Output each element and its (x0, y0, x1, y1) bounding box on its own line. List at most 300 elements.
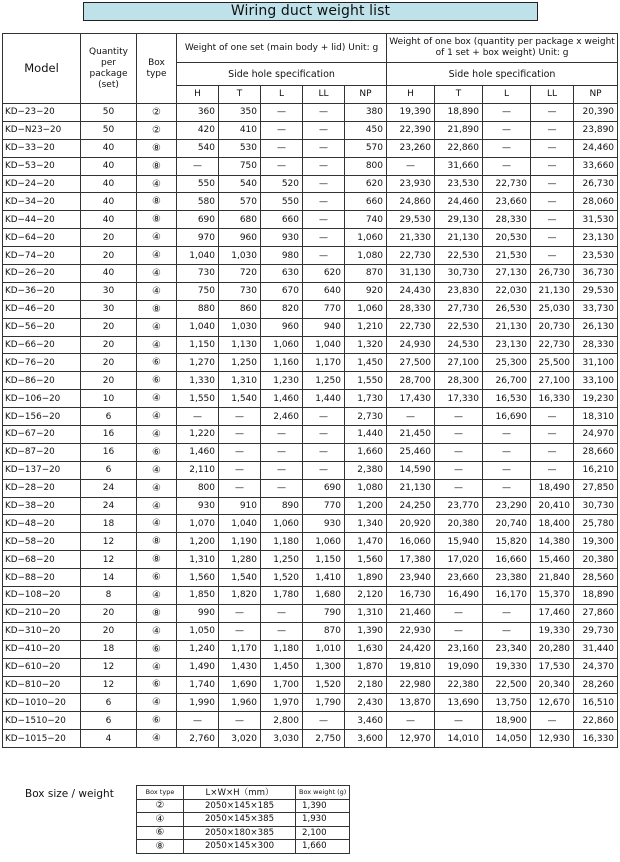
set-weight-cell: 420 (177, 121, 219, 139)
table-row (3, 730, 618, 748)
box-weight-cell: 28,330 (387, 300, 435, 318)
set-weight-cell: 870 (345, 265, 387, 283)
set-weight-cell: 1,410 (303, 569, 345, 587)
box-weight-header: Weight of one box (quantity per package x weight of 1 set + box weight) Unit: g (387, 34, 618, 63)
set-weight-cell: 1,060 (345, 300, 387, 318)
set-weight-cell: — (303, 121, 345, 139)
col-header-h: H (387, 86, 435, 104)
box-weight-cell: 23,530 (574, 247, 618, 265)
box-weight-cell: 12,970 (387, 730, 435, 748)
set-weight-cell: — (261, 157, 303, 175)
table-row (3, 622, 618, 640)
box-weight-cell: — (531, 426, 574, 444)
box-weight-cell: 24,970 (574, 426, 618, 444)
box-row (137, 813, 350, 827)
box-weight-cell: 23,290 (483, 497, 531, 515)
model-cell: KD−88−20 (3, 569, 81, 587)
model-cell: KD−46−20 (3, 300, 81, 318)
box-type-cell: ⑧ (137, 300, 177, 318)
set-weight-cell: — (261, 443, 303, 461)
set-weight-cell: 1,040 (177, 247, 219, 265)
set-weight-cell: 1,150 (303, 551, 345, 569)
set-weight-cell: 410 (219, 121, 261, 139)
set-weight-cell: — (303, 408, 345, 426)
set-weight-cell: 1,340 (345, 515, 387, 533)
set-weight-cell: — (303, 426, 345, 444)
set-weight-cell: 1,200 (345, 497, 387, 515)
set-weight-cell: 1,520 (303, 676, 345, 694)
quantity-cell: 20 (81, 229, 137, 247)
set-weight-cell: 1,010 (303, 640, 345, 658)
col-header-ll: LL (531, 86, 574, 104)
box-weight-cell: 23,380 (483, 569, 531, 587)
quantity-cell: 10 (81, 390, 137, 408)
set-weight-cell: — (303, 157, 345, 175)
set-weight-cell: 1,460 (261, 390, 303, 408)
table-row (3, 569, 618, 587)
box-weight-cell: — (435, 426, 483, 444)
set-weight-cell: 1,890 (345, 569, 387, 587)
box-weight-cell: 16,330 (574, 730, 618, 748)
quantity-cell: 30 (81, 300, 137, 318)
box-weight-cell: 26,730 (574, 175, 618, 193)
box-weight-cell: 22,980 (387, 676, 435, 694)
set-weight-cell: 1,050 (177, 622, 219, 640)
set-weight-cell: 940 (303, 318, 345, 336)
box-weight-cell: 26,700 (483, 372, 531, 390)
box-weight-cell: 21,840 (531, 569, 574, 587)
box-weight-cell: — (531, 193, 574, 211)
box-type-cell: ⑥ (137, 354, 177, 372)
table-row (3, 497, 618, 515)
set-weight-cell: 1,240 (177, 640, 219, 658)
box-weight-header: Box weight (g) (296, 786, 350, 800)
quantity-cell: 8 (81, 587, 137, 605)
box-weight-cell: 20,530 (483, 229, 531, 247)
box-weight-cell: 27,850 (574, 479, 618, 497)
box-weight-cell: 12,930 (531, 730, 574, 748)
box-row (137, 840, 350, 854)
dimensions-cell: 2050×145×185 (184, 799, 296, 813)
box-weight-cell: 26,130 (574, 318, 618, 336)
box-weight-cell: 16,060 (387, 533, 435, 551)
box-weight-cell: — (531, 104, 574, 122)
box-type-cell: ④ (137, 587, 177, 605)
set-weight-cell: 660 (345, 193, 387, 211)
box-weight-cell: 16,330 (531, 390, 574, 408)
model-cell: KD−34−20 (3, 193, 81, 211)
box-type-cell: ④ (137, 229, 177, 247)
weight-table-body (3, 104, 618, 748)
dimensions-header: L×W×H（mm） (184, 786, 296, 800)
set-weight-cell: 3,460 (345, 712, 387, 730)
model-cell: KD−156−20 (3, 408, 81, 426)
box-weight-cell: 18,400 (531, 515, 574, 533)
box-weight-cell: 23,340 (483, 640, 531, 658)
box-weight-cell: 25,500 (531, 354, 574, 372)
page-title: Wiring duct weight list (83, 2, 538, 21)
box-type-cell: ④ (137, 390, 177, 408)
box-weight-cell: — (531, 175, 574, 193)
quantity-cell: 16 (81, 443, 137, 461)
box-weight-cell: 18,890 (574, 587, 618, 605)
set-weight-cell: — (261, 479, 303, 497)
quantity-cell: 40 (81, 193, 137, 211)
model-cell: KD−86−20 (3, 372, 81, 390)
set-weight-cell: — (261, 121, 303, 139)
model-cell: KD−1010−20 (3, 694, 81, 712)
box-weight-cell: 23,890 (574, 121, 618, 139)
set-weight-cell: — (261, 104, 303, 122)
box-weight-cell: 20,340 (531, 676, 574, 694)
model-cell: KD−1510−20 (3, 712, 81, 730)
box-weight-cell: 1,390 (296, 799, 350, 813)
set-weight-cell: 1,990 (177, 694, 219, 712)
quantity-cell: 6 (81, 408, 137, 426)
box-weight-cell: 33,100 (574, 372, 618, 390)
set-weight-cell: 1,160 (261, 354, 303, 372)
set-weight-cell: 2,750 (303, 730, 345, 748)
set-weight-cell: 1,330 (177, 372, 219, 390)
set-weight-cell: 1,180 (261, 533, 303, 551)
set-weight-cell: 360 (177, 104, 219, 122)
set-weight-cell: 1,230 (261, 372, 303, 390)
table-row (3, 694, 618, 712)
box-weight-cell: 28,260 (574, 676, 618, 694)
box-weight-cell: 27,100 (531, 372, 574, 390)
box-type-cell: ④ (137, 515, 177, 533)
box-weight-cell: 23,160 (435, 640, 483, 658)
box-weight-cell: 20,380 (574, 551, 618, 569)
box-weight-cell: 17,380 (387, 551, 435, 569)
box-weight-cell: 22,500 (483, 676, 531, 694)
table-row (3, 318, 618, 336)
set-weight-cell: 670 (261, 282, 303, 300)
box-weight-cell: 19,090 (435, 658, 483, 676)
set-weight-cell: 770 (303, 300, 345, 318)
set-weight-cell: — (303, 193, 345, 211)
side-hole-spec-header: Side hole specification (387, 63, 618, 86)
box-weight-cell: 31,530 (574, 211, 618, 229)
set-weight-cell: 1,040 (303, 336, 345, 354)
box-type-cell: ④ (137, 479, 177, 497)
box-type-cell: ⑧ (137, 139, 177, 157)
table-row (3, 175, 618, 193)
box-weight-cell: 17,330 (435, 390, 483, 408)
quantity-cell: 4 (81, 730, 137, 748)
set-weight-cell: — (303, 104, 345, 122)
box-type-cell: ⑧ (137, 551, 177, 569)
box-weight-cell: 33,660 (574, 157, 618, 175)
set-weight-cell: 660 (261, 211, 303, 229)
table-row (3, 551, 618, 569)
box-weight-cell: 23,770 (435, 497, 483, 515)
quantity-cell: 18 (81, 640, 137, 658)
set-weight-cell: 1,170 (219, 640, 261, 658)
table-row (3, 408, 618, 426)
box-type-cell: ④ (137, 497, 177, 515)
set-weight-cell: 1,520 (261, 569, 303, 587)
set-weight-cell: 3,020 (219, 730, 261, 748)
box-type-cell: ⑧ (137, 840, 184, 854)
set-weight-cell: — (303, 139, 345, 157)
set-weight-cell: 1,040 (219, 515, 261, 533)
set-weight-cell: 1,490 (177, 658, 219, 676)
set-weight-cell: — (261, 426, 303, 444)
box-weight-cell: — (483, 443, 531, 461)
model-cell: KD−87−20 (3, 443, 81, 461)
model-cell: KD−56−20 (3, 318, 81, 336)
model-cell: KD−53−20 (3, 157, 81, 175)
quantity-cell: 6 (81, 712, 137, 730)
box-type-cell: ④ (137, 694, 177, 712)
set-weight-cell: — (219, 712, 261, 730)
set-weight-cell: 1,150 (177, 336, 219, 354)
set-weight-cell: — (303, 247, 345, 265)
col-header-ll: LL (303, 86, 345, 104)
box-weight-cell: 24,430 (387, 282, 435, 300)
set-weight-cell: 1,170 (303, 354, 345, 372)
box-weight-cell: 15,370 (531, 587, 574, 605)
box-weight-cell: 1,660 (296, 840, 350, 854)
set-weight-cell: 520 (261, 175, 303, 193)
set-weight-cell: 1,970 (261, 694, 303, 712)
table-row (3, 229, 618, 247)
col-header-np: NP (345, 86, 387, 104)
box-weight-cell: — (531, 121, 574, 139)
box-weight-cell: 17,530 (531, 658, 574, 676)
set-weight-cell: — (303, 229, 345, 247)
box-weight-cell: 23,930 (387, 175, 435, 193)
box-weight-cell: 21,130 (387, 479, 435, 497)
quantity-cell: 24 (81, 497, 137, 515)
box-weight-cell: 28,330 (574, 336, 618, 354)
set-weight-cell: 1,430 (219, 658, 261, 676)
box-weight-cell: 31,130 (387, 265, 435, 283)
box-type-header: Box type (137, 786, 184, 800)
box-weight-cell: 21,450 (387, 426, 435, 444)
box-weight-cell: — (435, 408, 483, 426)
set-weight-cell: 1,690 (219, 676, 261, 694)
set-weight-cell: 380 (345, 104, 387, 122)
quantity-cell: 50 (81, 121, 137, 139)
table-row (3, 372, 618, 390)
set-weight-cell: 750 (177, 282, 219, 300)
box-weight-cell: 16,730 (387, 587, 435, 605)
box-type-cell: ⑧ (137, 211, 177, 229)
set-weight-cell: 570 (219, 193, 261, 211)
box-weight-cell: 19,330 (531, 622, 574, 640)
set-weight-cell: 1,560 (345, 551, 387, 569)
model-cell: KD−310−20 (3, 622, 81, 640)
box-type-cell: ④ (137, 318, 177, 336)
set-weight-cell: 1,030 (219, 247, 261, 265)
set-weight-cell: 770 (303, 497, 345, 515)
table-row (3, 104, 618, 122)
box-row (137, 799, 350, 813)
box-weight-cell: 14,050 (483, 730, 531, 748)
box-weight-cell: 1,930 (296, 813, 350, 827)
box-weight-cell: 31,660 (435, 157, 483, 175)
box-weight-cell: 28,660 (574, 443, 618, 461)
box-weight-cell: 24,460 (435, 193, 483, 211)
set-weight-cell: — (261, 604, 303, 622)
box-weight-cell: 24,530 (435, 336, 483, 354)
model-cell: KD−74−20 (3, 247, 81, 265)
box-weight-cell: 23,530 (435, 175, 483, 193)
box-type-cell: ④ (137, 265, 177, 283)
box-weight-cell: — (435, 604, 483, 622)
box-weight-cell: 25,300 (483, 354, 531, 372)
box-weight-cell: — (435, 479, 483, 497)
set-weight-cell: 1,040 (177, 318, 219, 336)
box-type-cell: ⑧ (137, 157, 177, 175)
set-weight-cell: — (303, 712, 345, 730)
set-weight-cell: 2,110 (177, 461, 219, 479)
box-weight-cell: — (531, 443, 574, 461)
set-weight-cell: 1,460 (177, 443, 219, 461)
set-weight-cell: 1,870 (345, 658, 387, 676)
quantity-cell: 30 (81, 282, 137, 300)
set-weight-cell: 630 (261, 265, 303, 283)
model-cell: KD−76−20 (3, 354, 81, 372)
box-type-cell: ④ (137, 247, 177, 265)
set-weight-cell: 1,180 (261, 640, 303, 658)
box-weight-cell: 21,460 (387, 604, 435, 622)
set-weight-cell: 1,250 (261, 551, 303, 569)
box-weight-cell: 23,130 (483, 336, 531, 354)
set-weight-cell: — (219, 408, 261, 426)
box-type-cell: ⑥ (137, 676, 177, 694)
set-weight-cell: 730 (177, 265, 219, 283)
set-weight-cell: — (219, 461, 261, 479)
box-weight-cell: 22,860 (574, 712, 618, 730)
quantity-cell: 40 (81, 265, 137, 283)
box-weight-cell: 19,810 (387, 658, 435, 676)
quantity-cell: 20 (81, 354, 137, 372)
quantity-cell: 40 (81, 139, 137, 157)
quantity-cell: 18 (81, 515, 137, 533)
set-weight-cell: 570 (345, 139, 387, 157)
set-weight-cell: 930 (177, 497, 219, 515)
dimensions-cell: 2050×180×385 (184, 826, 296, 840)
set-weight-cell: 1,310 (219, 372, 261, 390)
box-type-cell: ② (137, 799, 184, 813)
box-weight-cell: 27,730 (435, 300, 483, 318)
box-weight-cell: — (387, 408, 435, 426)
set-weight-cell: 960 (261, 318, 303, 336)
box-weight-cell: — (483, 461, 531, 479)
set-weight-cell: 690 (177, 211, 219, 229)
set-weight-cell: 870 (303, 622, 345, 640)
set-weight-cell: 550 (177, 175, 219, 193)
set-weight-cell: 1,850 (177, 587, 219, 605)
box-weight-cell: — (483, 622, 531, 640)
set-weight-cell: 1,320 (345, 336, 387, 354)
set-weight-cell: 1,060 (261, 336, 303, 354)
set-weight-cell: 1,210 (345, 318, 387, 336)
box-weight-cell: — (531, 157, 574, 175)
set-weight-cell: 1,270 (177, 354, 219, 372)
set-weight-cell: 1,450 (261, 658, 303, 676)
box-weight-cell: 22,380 (435, 676, 483, 694)
box-weight-cell: 22,730 (387, 247, 435, 265)
box-weight-cell: 36,730 (574, 265, 618, 283)
box-weight-cell: — (531, 408, 574, 426)
set-weight-cell: 1,540 (219, 569, 261, 587)
set-weight-cell: 1,280 (219, 551, 261, 569)
set-weight-cell: 790 (303, 604, 345, 622)
box-weight-cell: 15,820 (483, 533, 531, 551)
box-weight-cell: — (531, 461, 574, 479)
box-weight-cell: 29,530 (574, 282, 618, 300)
model-cell: KD−137−20 (3, 461, 81, 479)
set-weight-cell: 990 (177, 604, 219, 622)
set-weight-cell: 740 (345, 211, 387, 229)
set-weight-cell: 1,540 (219, 390, 261, 408)
box-weight-cell: 29,530 (387, 211, 435, 229)
set-weight-cell: — (219, 622, 261, 640)
box-weight-cell: 28,700 (387, 372, 435, 390)
set-weight-cell: 1,080 (345, 247, 387, 265)
table-row (3, 515, 618, 533)
box-type-cell: ⑥ (137, 640, 177, 658)
box-weight-cell: 13,750 (483, 694, 531, 712)
box-weight-cell: 27,860 (574, 604, 618, 622)
set-weight-cell: 450 (345, 121, 387, 139)
box-weight-cell: 28,330 (483, 211, 531, 229)
set-weight-cell: 1,300 (303, 658, 345, 676)
table-row (3, 265, 618, 283)
box-weight-cell: 22,730 (483, 175, 531, 193)
box-weight-cell: 16,170 (483, 587, 531, 605)
box-weight-cell: 22,530 (435, 247, 483, 265)
set-weight-cell: 750 (219, 157, 261, 175)
box-type-cell: ⑥ (137, 443, 177, 461)
set-weight-cell: 1,560 (177, 569, 219, 587)
box-weight-cell: 21,130 (531, 282, 574, 300)
box-weight-cell: 30,730 (435, 265, 483, 283)
box-weight-cell: — (531, 211, 574, 229)
quantity-cell: 20 (81, 247, 137, 265)
set-weight-cell: 1,060 (303, 533, 345, 551)
set-weight-cell: 1,780 (261, 587, 303, 605)
box-weight-cell: 18,900 (483, 712, 531, 730)
box-weight-cell: 24,370 (574, 658, 618, 676)
set-weight-cell: 1,390 (345, 622, 387, 640)
set-weight-cell: 720 (219, 265, 261, 283)
set-weight-cell: 1,440 (303, 390, 345, 408)
dimensions-cell: 2050×145×300 (184, 840, 296, 854)
set-weight-cell: 1,820 (219, 587, 261, 605)
set-weight-cell: — (177, 712, 219, 730)
box-type-header: Box type (137, 34, 177, 104)
set-weight-cell: 1,730 (345, 390, 387, 408)
set-weight-cell: — (219, 604, 261, 622)
box-weight-cell: 13,690 (435, 694, 483, 712)
set-weight-cell: 540 (177, 139, 219, 157)
box-type-cell: ⑥ (137, 826, 184, 840)
box-weight-cell: 28,560 (574, 569, 618, 587)
set-weight-cell: 1,200 (177, 533, 219, 551)
set-weight-cell: — (177, 408, 219, 426)
box-weight-cell: 23,830 (435, 282, 483, 300)
set-weight-cell: 2,180 (345, 676, 387, 694)
box-weight-cell: 23,660 (483, 193, 531, 211)
set-weight-cell: — (261, 139, 303, 157)
quantity-cell: 20 (81, 622, 137, 640)
model-cell: KD−23−20 (3, 104, 81, 122)
